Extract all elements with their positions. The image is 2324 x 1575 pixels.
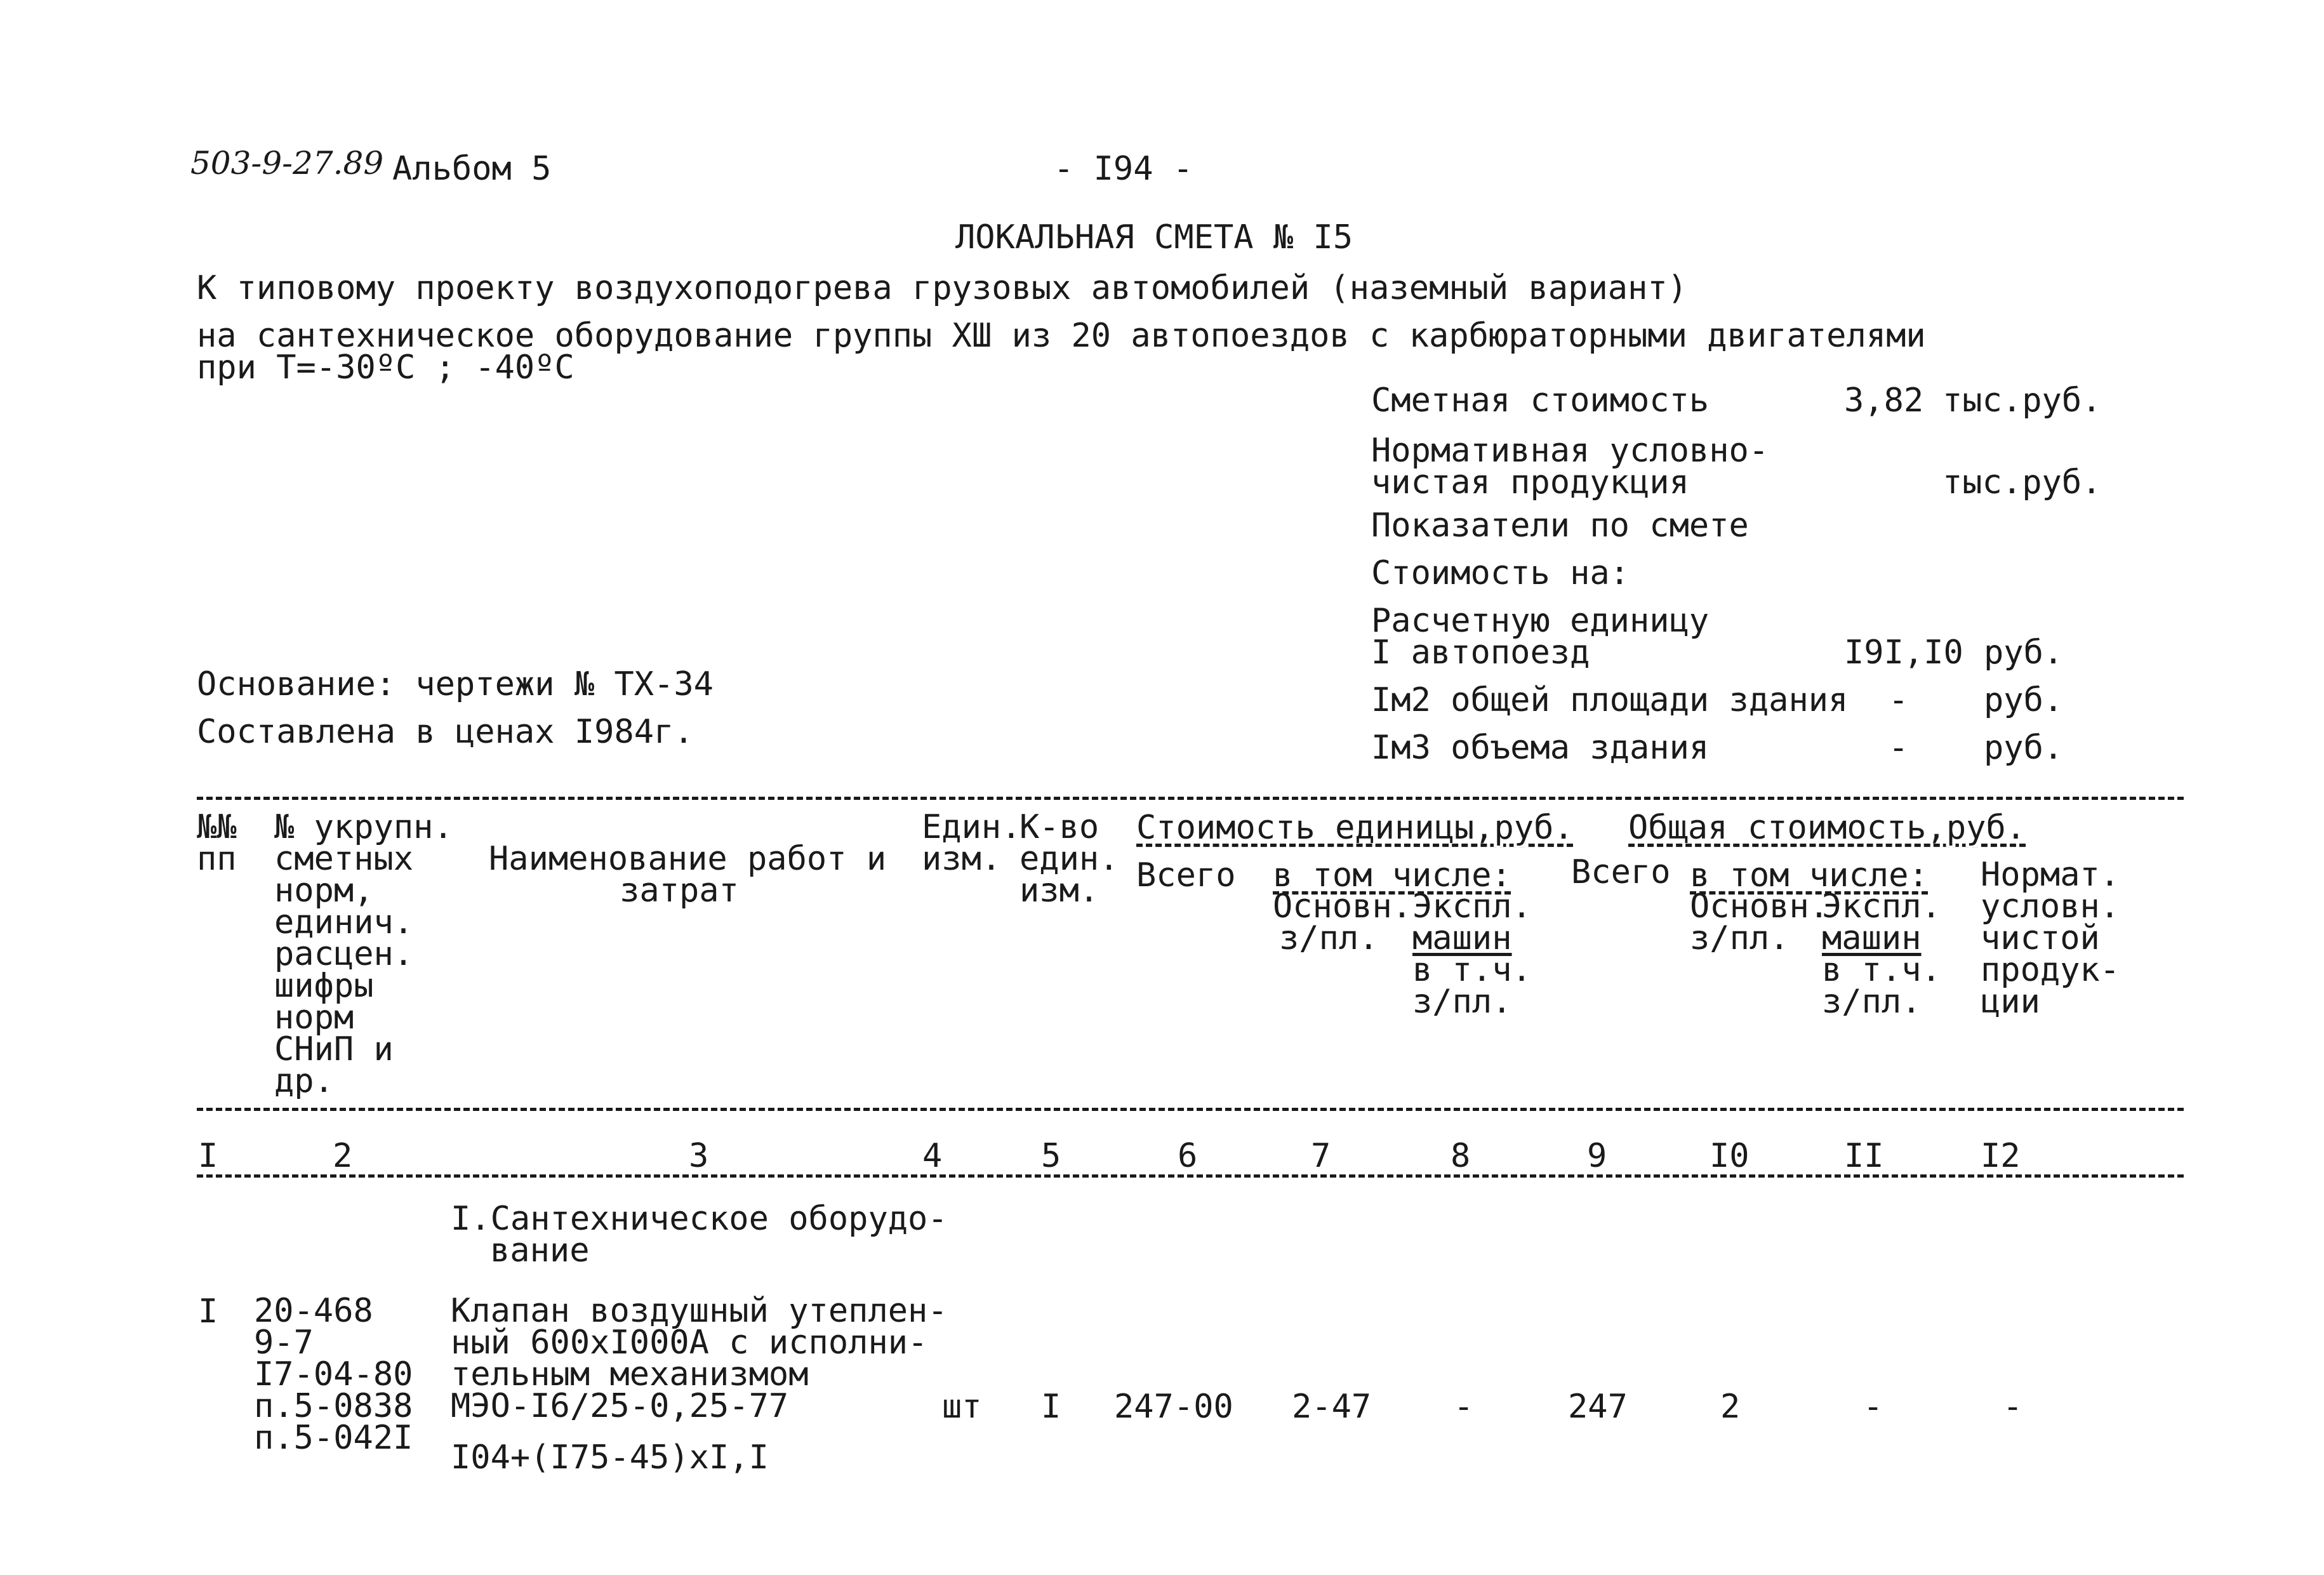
unit-incl-header: в том числе: — [1273, 856, 1511, 894]
total-machine-line-1: Экспл. — [1822, 887, 1941, 926]
row-code-3: I7-04-80 — [254, 1355, 413, 1393]
basis-drawings: Основание: чертежи № ТХ-34 — [197, 665, 714, 703]
normative-header — [1981, 856, 2120, 1021]
header-col-2 — [274, 808, 453, 1100]
total-machine-line-4: з/пл. — [1822, 983, 1922, 1021]
normative-label-2: чистая продукция — [1371, 463, 1689, 502]
row-work-name — [451, 1292, 948, 1425]
section-title — [451, 1200, 948, 1270]
normative-header-line-1: Нормат. — [1981, 856, 2120, 894]
indicators-label: Показатели по смете — [1371, 507, 1749, 545]
estimated-cost-label: Сметная стоимость — [1371, 382, 1710, 420]
unit-cost-group-header: Стоимость единицы,руб. — [1136, 809, 1574, 847]
total-basic-wage-header — [1690, 887, 1829, 957]
table-top-divider — [197, 797, 2184, 800]
header-col-2-line-4: единич. — [274, 903, 414, 941]
calc-unit-unit: руб. — [1984, 634, 2064, 672]
colnum-8: 8 — [1451, 1137, 1471, 1175]
total-machine-line-2: машин — [1822, 919, 1922, 957]
calc-unit-sub: I автопоезд — [1371, 634, 1590, 672]
total-total-header: Всего — [1571, 853, 1671, 891]
header-col-3-line-2: затрат — [620, 872, 739, 910]
header-col-4-line-2: изм. — [922, 840, 1002, 878]
header-col-4 — [922, 808, 1021, 878]
section-title-line-1: I.Сантехническое оборудо- — [451, 1200, 948, 1238]
row-code-2: 9-7 — [254, 1324, 314, 1362]
unit-basic-wage-line-2: з/пл. — [1279, 919, 1379, 957]
unit-machine-line-2: машин — [1412, 919, 1512, 957]
unit-machine-header — [1412, 887, 1532, 1021]
temperature-condition: при Т=-30ºС ; -40ºС — [197, 349, 574, 387]
normative-header-line-4: продук- — [1981, 951, 2120, 989]
row-formula: I04+(I75-45)хI,I — [451, 1439, 769, 1477]
cost-on-label: Стоимость на: — [1371, 554, 1630, 592]
m3-unit: руб. — [1984, 729, 2064, 767]
album-label: Альбом 5 — [392, 150, 552, 188]
total-basic-wage-line-2: з/пл. — [1690, 919, 1789, 957]
m3-value: - — [1889, 729, 1909, 767]
row-codes — [254, 1292, 413, 1457]
row-total-machine: - — [1863, 1388, 1883, 1426]
normative-label-1: Нормативная условно- — [1371, 432, 1769, 470]
normative-header-line-2: условн. — [1981, 887, 2120, 926]
total-machine-header — [1822, 887, 1941, 1021]
normative-header-line-3: чистой — [1981, 919, 2100, 957]
header-col-2-line-3: норм, — [274, 872, 374, 910]
row-unit-basic-wage: 2-47 — [1292, 1388, 1372, 1426]
colnum-11: II — [1844, 1137, 1884, 1175]
row-total: 247 — [1568, 1388, 1628, 1426]
calc-unit-value: I9I,I0 — [1844, 634, 1963, 672]
unit-machine-line-1: Экспл. — [1412, 887, 1532, 926]
header-col-2-line-7: норм — [274, 999, 354, 1037]
colnum-10: I0 — [1710, 1137, 1750, 1175]
unit-machine-line-3: в т.ч. — [1412, 951, 1532, 989]
total-cost-group-header: Общая стоимость,руб. — [1628, 809, 2026, 847]
row-total-basic-wage: 2 — [1720, 1388, 1741, 1426]
header-col-2-line-8: СНиП и — [274, 1030, 394, 1068]
unit-total-header: Всего — [1136, 856, 1236, 894]
unit-basic-wage-line-1: Основн. — [1273, 887, 1412, 926]
m2-unit: руб. — [1984, 681, 2064, 719]
row-name-line-3: тельным механизмом — [451, 1355, 809, 1393]
m3-label: Iм3 объема здания — [1371, 729, 1710, 767]
row-name-line-4: МЭО-I6/25-0,25-77 — [451, 1387, 789, 1425]
colnum-12: I2 — [1981, 1137, 2021, 1175]
header-col-2-line-2: сметных — [274, 840, 414, 878]
estimate-title: ЛОКАЛЬНАЯ СМЕТА № I5 — [955, 218, 1353, 256]
header-col-1 — [197, 808, 237, 878]
row-code-4: п.5-0838 — [254, 1387, 413, 1425]
row-code-1: 20-468 — [254, 1292, 373, 1330]
header-col-3-line-1: Наименование работ и — [489, 840, 887, 878]
header-col-1-line-1: №№ — [197, 808, 237, 846]
total-basic-wage-line-1: Основн. — [1690, 887, 1829, 926]
colnum-5: 5 — [1041, 1137, 1061, 1175]
m2-value: - — [1889, 681, 1909, 719]
colnum-underline — [197, 1174, 2184, 1178]
row-unit-machine: - — [1454, 1388, 1474, 1426]
header-col-5-line-3: изм. — [1019, 872, 1099, 910]
total-incl-header: в том числе: — [1690, 856, 1929, 894]
row-number: I — [198, 1293, 218, 1331]
colnum-1: I — [198, 1137, 218, 1175]
unit-machine-line-4: з/пл. — [1412, 983, 1512, 1021]
calc-unit-label: Расчетную единицу — [1371, 602, 1710, 640]
row-qty: I — [1041, 1388, 1061, 1426]
header-col-2-line-6: шифры — [274, 967, 374, 1005]
header-col-4-line-1: Един. — [922, 808, 1021, 846]
row-name-line-2: ный 600хI000А с исполни- — [451, 1324, 928, 1362]
colnum-3: 3 — [689, 1137, 709, 1175]
header-col-5-line-1: К-во — [1019, 808, 1099, 846]
equipment-description: на сантехническое оборудование группы XШ из 20 автопоездов с карбюраторными двигателями — [197, 317, 1926, 355]
normative-unit: тыс.руб. — [1942, 463, 2102, 502]
section-title-line-2: вание — [490, 1232, 590, 1270]
header-col-2-line-1: № укрупн. — [274, 808, 453, 846]
basis-prices: Составлена в ценах I984г. — [197, 713, 694, 751]
row-normative: - — [2003, 1388, 2023, 1426]
document-code: 503-9-27.89 — [190, 145, 384, 182]
row-unit-total: 247-00 — [1114, 1388, 1233, 1426]
colnum-2: 2 — [333, 1137, 353, 1175]
project-description: К типовому проекту воздухоподогрева грузовых автомобилей (наземный вариант) — [197, 269, 1687, 307]
row-unit: шт — [942, 1388, 982, 1426]
estimated-cost-value: 3,82 — [1844, 382, 1924, 420]
colnum-7: 7 — [1311, 1137, 1331, 1175]
row-code-5: п.5-042I — [254, 1419, 413, 1457]
total-machine-line-3: в т.ч. — [1822, 951, 1941, 989]
colnum-4: 4 — [922, 1137, 943, 1175]
row-name-line-1: Клапан воздушный утеплен- — [451, 1292, 948, 1330]
header-col-2-line-9: др. — [274, 1062, 334, 1100]
unit-basic-wage-header — [1273, 887, 1412, 957]
colnum-9: 9 — [1587, 1137, 1607, 1175]
header-col-5-line-2: един. — [1019, 840, 1119, 878]
header-col-1-line-2: пп — [197, 840, 237, 878]
colnum-6: 6 — [1178, 1137, 1198, 1175]
estimated-cost-unit: тыс.руб. — [1942, 382, 2102, 420]
m2-label: Iм2 общей площади здания — [1371, 681, 1849, 719]
header-col-3 — [489, 840, 887, 910]
header-bottom-divider — [197, 1108, 2184, 1111]
normative-header-line-5: ции — [1981, 983, 2040, 1021]
header-col-5 — [1019, 808, 1119, 910]
header-col-2-line-5: расцен. — [274, 935, 414, 973]
page-number: - I94 - — [1054, 150, 1193, 188]
